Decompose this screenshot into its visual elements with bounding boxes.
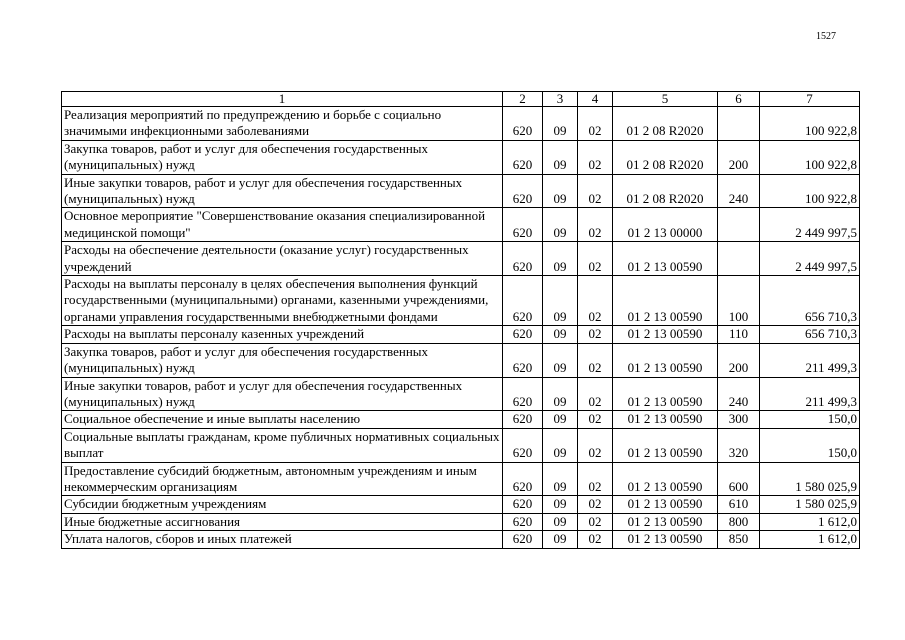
subsection-code: 02 [578, 107, 613, 141]
target-article-code: 01 2 13 00590 [613, 276, 718, 326]
section-code: 09 [543, 496, 578, 513]
subsection-code: 02 [578, 276, 613, 326]
amount: 2 449 997,5 [760, 208, 860, 242]
subsection-code: 02 [578, 531, 613, 548]
expense-type-code: 110 [718, 326, 760, 343]
target-article-code: 01 2 13 00590 [613, 531, 718, 548]
subsection-code: 02 [578, 462, 613, 496]
target-article-code: 01 2 13 00590 [613, 343, 718, 377]
header-col-6: 6 [718, 92, 760, 107]
ministry-code: 620 [503, 411, 543, 428]
header-col-7: 7 [760, 92, 860, 107]
item-name: Иные бюджетные ассигнования [62, 513, 503, 530]
expense-type-code: 240 [718, 377, 760, 411]
expense-type-code: 200 [718, 140, 760, 174]
amount: 100 922,8 [760, 107, 860, 141]
table-row [62, 513, 860, 530]
ministry-code: 620 [503, 428, 543, 462]
subsection-code: 02 [578, 428, 613, 462]
target-article-code: 01 2 13 00590 [613, 428, 718, 462]
section-code: 09 [543, 174, 578, 208]
subsection-code: 02 [578, 411, 613, 428]
target-article-code: 01 2 13 00590 [613, 462, 718, 496]
expense-type-code [718, 208, 760, 242]
subsection-code: 02 [578, 513, 613, 530]
section-code: 09 [543, 107, 578, 141]
subsection-code: 02 [578, 174, 613, 208]
item-name: Расходы на выплаты персоналу казенных учреждений [62, 326, 503, 343]
item-name: Реализация мероприятий по предупреждению и борьбе с социально значимыми инфекционными заболеваниями [62, 107, 503, 141]
target-article-code: 01 2 13 00590 [613, 496, 718, 513]
expense-type-code: 320 [718, 428, 760, 462]
table-header [62, 92, 860, 107]
table-row [62, 496, 860, 513]
ministry-code: 620 [503, 208, 543, 242]
header-col-1: 1 [62, 92, 503, 107]
section-code: 09 [543, 428, 578, 462]
amount: 656 710,3 [760, 326, 860, 343]
table-row [62, 276, 860, 326]
section-code: 09 [543, 276, 578, 326]
budget-table [61, 91, 860, 549]
header-col-5: 5 [613, 92, 718, 107]
table-row [62, 326, 860, 343]
item-name: Уплата налогов, сборов и иных платежей [62, 531, 503, 548]
section-code: 09 [543, 343, 578, 377]
item-name: Социальное обеспечение и иные выплаты населению [62, 411, 503, 428]
amount: 1 612,0 [760, 513, 860, 530]
expense-type-code: 100 [718, 276, 760, 326]
ministry-code: 620 [503, 531, 543, 548]
target-article-code: 01 2 13 00590 [613, 326, 718, 343]
table-row [62, 377, 860, 411]
ministry-code: 620 [503, 276, 543, 326]
table-row [62, 462, 860, 496]
table-row [62, 140, 860, 174]
subsection-code: 02 [578, 343, 613, 377]
expense-type-code: 200 [718, 343, 760, 377]
subsection-code: 02 [578, 377, 613, 411]
item-name: Расходы на обеспечение деятельности (оказание услуг) государственных учреждений [62, 242, 503, 276]
header-row [62, 92, 860, 107]
subsection-code: 02 [578, 208, 613, 242]
ministry-code: 620 [503, 140, 543, 174]
target-article-code: 01 2 13 00590 [613, 513, 718, 530]
expense-type-code: 610 [718, 496, 760, 513]
item-name: Иные закупки товаров, работ и услуг для обеспечения государственных (муниципальных) нужд [62, 174, 503, 208]
subsection-code: 02 [578, 496, 613, 513]
table-row [62, 428, 860, 462]
subsection-code: 02 [578, 140, 613, 174]
item-name: Закупка товаров, работ и услуг для обеспечения государственных (муниципальных) нужд [62, 140, 503, 174]
target-article-code: 01 2 08 R2020 [613, 174, 718, 208]
table-row [62, 343, 860, 377]
ministry-code: 620 [503, 513, 543, 530]
amount: 211 499,3 [760, 377, 860, 411]
expense-type-code: 800 [718, 513, 760, 530]
ministry-code: 620 [503, 326, 543, 343]
amount: 211 499,3 [760, 343, 860, 377]
amount: 100 922,8 [760, 140, 860, 174]
section-code: 09 [543, 242, 578, 276]
target-article-code: 01 2 13 00590 [613, 242, 718, 276]
amount: 150,0 [760, 411, 860, 428]
expense-type-code: 600 [718, 462, 760, 496]
header-col-3: 3 [543, 92, 578, 107]
section-code: 09 [543, 531, 578, 548]
target-article-code: 01 2 13 00590 [613, 411, 718, 428]
expense-type-code [718, 242, 760, 276]
section-code: 09 [543, 411, 578, 428]
amount: 656 710,3 [760, 276, 860, 326]
section-code: 09 [543, 326, 578, 343]
table-row [62, 531, 860, 548]
section-code: 09 [543, 140, 578, 174]
table-body [62, 107, 860, 549]
expense-type-code: 300 [718, 411, 760, 428]
item-name: Расходы на выплаты персоналу в целях обеспечения выполнения функций государственными (муниципальными) органами, казенными учреждениями, органами управления государственными внебюджетными фондами [62, 276, 503, 326]
item-name: Закупка товаров, работ и услуг для обеспечения государственных (муниципальных) нужд [62, 343, 503, 377]
amount: 1 580 025,9 [760, 462, 860, 496]
table-row [62, 411, 860, 428]
header-col-2: 2 [503, 92, 543, 107]
ministry-code: 620 [503, 462, 543, 496]
target-article-code: 01 2 13 00590 [613, 377, 718, 411]
target-article-code: 01 2 08 R2020 [613, 140, 718, 174]
target-article-code: 01 2 08 R2020 [613, 107, 718, 141]
section-code: 09 [543, 462, 578, 496]
section-code: 09 [543, 208, 578, 242]
expense-type-code: 850 [718, 531, 760, 548]
item-name: Предоставление субсидий бюджетным, автономным учреждениям и иным некоммерческим организациям [62, 462, 503, 496]
page-number: 1527 [816, 31, 836, 42]
amount: 100 922,8 [760, 174, 860, 208]
amount: 150,0 [760, 428, 860, 462]
ministry-code: 620 [503, 107, 543, 141]
table-row [62, 174, 860, 208]
ministry-code: 620 [503, 242, 543, 276]
expense-type-code [718, 107, 760, 141]
section-code: 09 [543, 377, 578, 411]
table-row [62, 242, 860, 276]
amount: 1 612,0 [760, 531, 860, 548]
subsection-code: 02 [578, 242, 613, 276]
target-article-code: 01 2 13 00000 [613, 208, 718, 242]
expense-type-code: 240 [718, 174, 760, 208]
item-name: Социальные выплаты гражданам, кроме публичных нормативных социальных выплат [62, 428, 503, 462]
item-name: Основное мероприятие "Совершенствование оказания специализированной медицинской помощи" [62, 208, 503, 242]
ministry-code: 620 [503, 343, 543, 377]
subsection-code: 02 [578, 326, 613, 343]
table-row [62, 208, 860, 242]
amount: 2 449 997,5 [760, 242, 860, 276]
ministry-code: 620 [503, 174, 543, 208]
ministry-code: 620 [503, 496, 543, 513]
header-col-4: 4 [578, 92, 613, 107]
section-code: 09 [543, 513, 578, 530]
amount: 1 580 025,9 [760, 496, 860, 513]
ministry-code: 620 [503, 377, 543, 411]
item-name: Иные закупки товаров, работ и услуг для обеспечения государственных (муниципальных) нужд [62, 377, 503, 411]
table-row [62, 107, 860, 141]
item-name: Субсидии бюджетным учреждениям [62, 496, 503, 513]
